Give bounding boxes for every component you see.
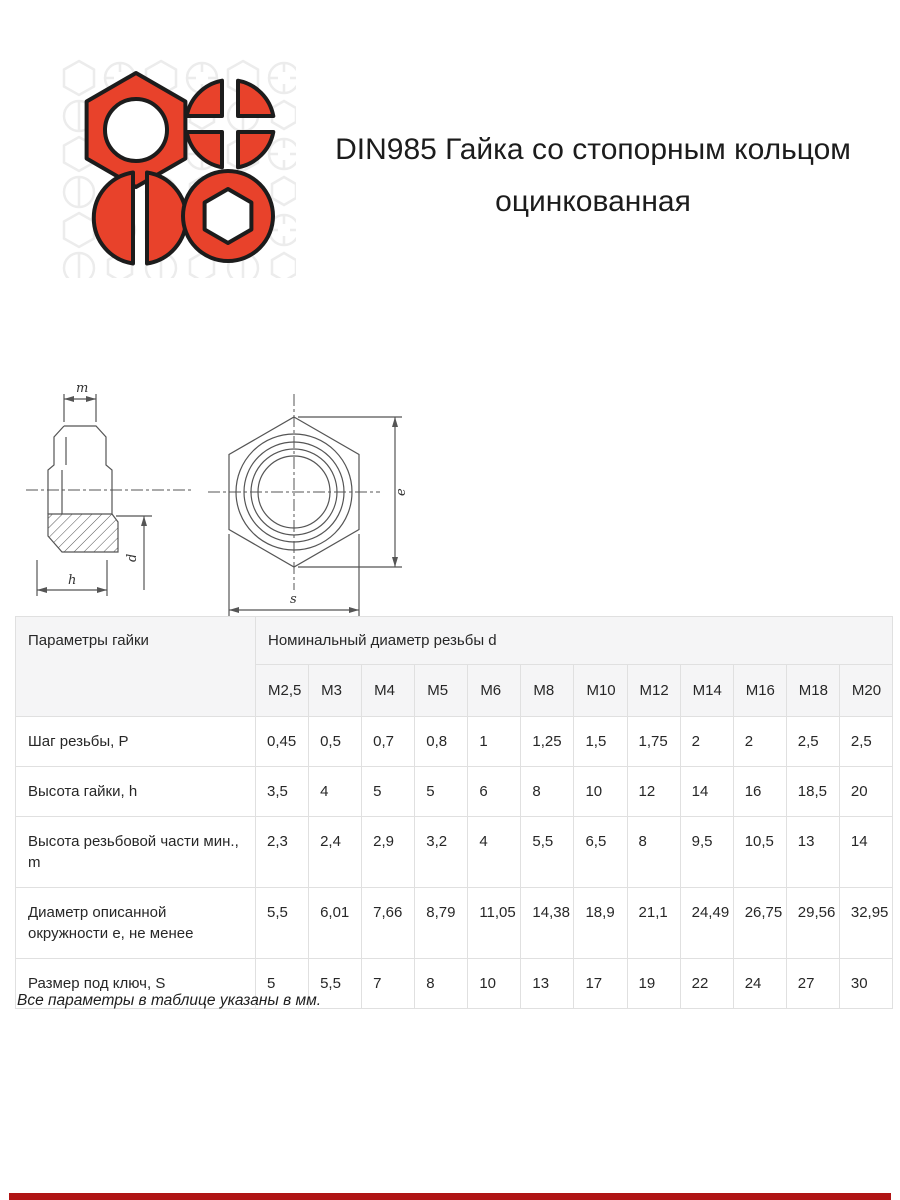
size-column-header: M6: [468, 665, 521, 717]
param-label: Высота гайки, h: [16, 767, 256, 817]
param-label: Шаг резьбы, P: [16, 717, 256, 767]
param-value: 22: [680, 959, 733, 1009]
technical-drawings: [22, 366, 422, 614]
param-value: 14,38: [521, 888, 574, 959]
param-value: 2: [733, 717, 786, 767]
nut-side-view-drawing: [22, 366, 200, 611]
param-row: [16, 817, 893, 888]
param-value: 1,5: [574, 717, 627, 767]
param-value: 2,3: [256, 817, 309, 888]
param-value: 32,95: [839, 888, 892, 959]
param-value: 1,25: [521, 717, 574, 767]
dim-label-m: m: [76, 381, 89, 396]
param-value: 9,5: [680, 817, 733, 888]
param-value: 2: [680, 717, 733, 767]
param-value: 0,45: [256, 717, 309, 767]
size-column-header: M10: [574, 665, 627, 717]
dim-label-s: s: [290, 592, 297, 607]
param-value: 8,79: [415, 888, 468, 959]
param-value: 10: [574, 767, 627, 817]
size-column-header: M20: [839, 665, 892, 717]
size-column-header: M12: [627, 665, 680, 717]
page-title: [298, 124, 888, 228]
param-value: 27: [786, 959, 839, 1009]
param-label: Размер под ключ, S: [16, 959, 256, 1009]
param-value: 1,75: [627, 717, 680, 767]
param-value: 24: [733, 959, 786, 1009]
param-value: 8: [627, 817, 680, 888]
param-value: 6: [468, 767, 521, 817]
size-column-header: M18: [786, 665, 839, 717]
bottom-accent-bar: [9, 1193, 891, 1200]
param-value: 17: [574, 959, 627, 1009]
fasteners-logo-graphic: [58, 58, 296, 278]
param-value: 5: [415, 767, 468, 817]
param-value: 14: [680, 767, 733, 817]
param-row: [16, 767, 893, 817]
parameters-table-wrap: [15, 616, 893, 1009]
parameters-table: [15, 616, 893, 1009]
param-value: 11,05: [468, 888, 521, 959]
param-value: 3,2: [415, 817, 468, 888]
param-value: 2,5: [839, 717, 892, 767]
param-value: 13: [521, 959, 574, 1009]
param-value: 5: [256, 959, 309, 1009]
param-value: 6,5: [574, 817, 627, 888]
param-value: 12: [627, 767, 680, 817]
param-value: 2,5: [786, 717, 839, 767]
brand-logo: [58, 58, 296, 278]
corner-header-cell: Параметры гайки: [16, 617, 256, 717]
dim-label-h: h: [68, 573, 77, 588]
param-value: 20: [839, 767, 892, 817]
param-value: 4: [309, 767, 362, 817]
param-value: 2,9: [362, 817, 415, 888]
param-value: 0,5: [309, 717, 362, 767]
hex-socket-head-icon: [183, 171, 273, 261]
param-value: 16: [733, 767, 786, 817]
param-value: 18,5: [786, 767, 839, 817]
param-label: Высота резьбовой части мин., m: [16, 817, 256, 888]
param-value: 5,5: [309, 959, 362, 1009]
size-column-header: M16: [733, 665, 786, 717]
param-row: [16, 888, 893, 959]
dim-label-e: e: [394, 488, 409, 496]
param-value: 10,5: [733, 817, 786, 888]
param-value: 3,5: [256, 767, 309, 817]
param-value: 1: [468, 717, 521, 767]
units-footnote: Все параметры в таблице указаны в мм.: [17, 992, 322, 1009]
nut-top-view-drawing: [206, 384, 418, 629]
param-value: 5,5: [521, 817, 574, 888]
size-column-header: M2,5: [256, 665, 309, 717]
size-column-header: M14: [680, 665, 733, 717]
size-column-header: M4: [362, 665, 415, 717]
param-value: 5: [362, 767, 415, 817]
param-value: 10: [468, 959, 521, 1009]
param-value: 8: [521, 767, 574, 817]
param-value: 6,01: [309, 888, 362, 959]
param-value: 0,7: [362, 717, 415, 767]
param-value: 30: [839, 959, 892, 1009]
param-row: [16, 717, 893, 767]
param-value: 21,1: [627, 888, 680, 959]
param-value: 4: [468, 817, 521, 888]
param-value: 0,8: [415, 717, 468, 767]
param-value: 2,4: [309, 817, 362, 888]
param-label: Диаметр описанной окружности е, не менее: [16, 888, 256, 959]
dim-label-d: d: [125, 553, 140, 562]
group-header-cell: Номинальный диаметр резьбы d: [256, 617, 893, 665]
param-value: 7,66: [362, 888, 415, 959]
param-value: 13: [786, 817, 839, 888]
param-value: 14: [839, 817, 892, 888]
param-value: 5,5: [256, 888, 309, 959]
param-value: 8: [415, 959, 468, 1009]
size-column-header: M3: [309, 665, 362, 717]
param-value: 19: [627, 959, 680, 1009]
title-line-1: DIN985 Гайка со стопорным кольцом: [335, 133, 851, 166]
size-column-header: M8: [521, 665, 574, 717]
param-value: 24,49: [680, 888, 733, 959]
param-value: 29,56: [786, 888, 839, 959]
param-value: 26,75: [733, 888, 786, 959]
group-header-row: [16, 617, 893, 665]
size-column-header: M5: [415, 665, 468, 717]
param-value: 7: [362, 959, 415, 1009]
title-line-2: оцинкованная: [495, 185, 691, 218]
param-value: 18,9: [574, 888, 627, 959]
